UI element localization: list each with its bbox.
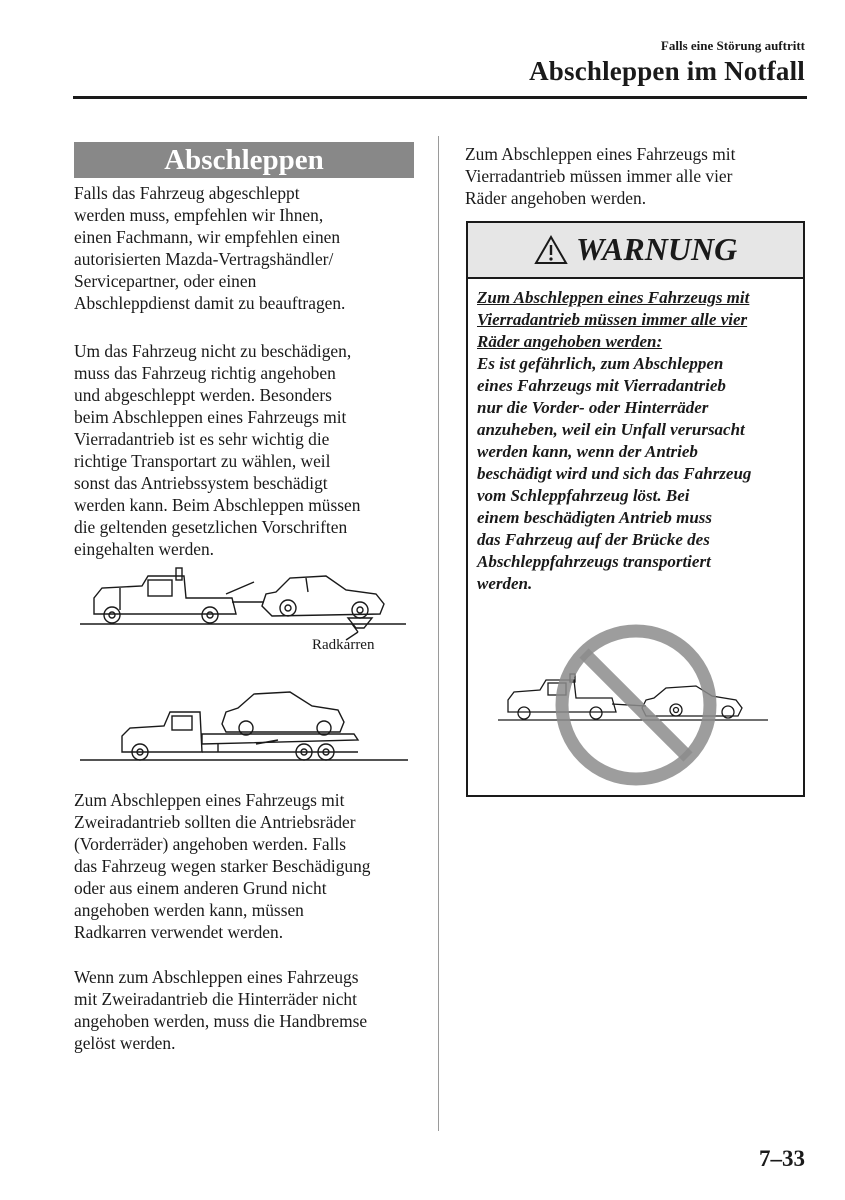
paragraph-intro: Falls das Fahrzeug abgeschleppt werden muss, empfehlen wir Ihnen, einen Fachmann, wir empfehlen einen autorisierten Mazda-Vertragshändler/ Servicepartner, oder einen Abschleppdienst damit zu beauftragen.	[74, 183, 346, 313]
page-header-title: Abschleppen im Notfall	[529, 56, 805, 86]
warning-title: WARNUNG	[576, 231, 738, 267]
prohibited-towing-illustration	[496, 620, 772, 790]
warning-text	[477, 287, 803, 595]
figure-caption-radkarren: Radkarren	[312, 637, 375, 653]
paragraph-handbrake: Wenn zum Abschleppen eines Fahrzeugs mit Zweiradantrieb die Hinterräder nicht angehoben werden, muss die Handbremse gelöst werden.	[74, 967, 368, 1053]
header-rule	[73, 96, 807, 99]
paragraph-lifting: Um das Fahrzeug nicht zu beschädigen, muss das Fahrzeug richtig angehoben und abgeschleppt werden. Besonders beim Abschleppen eines Fahrzeugs mit Vierradantrieb ist es sehr wichtig die richtige Transportart zu wählen, weil sonst das Antriebssystem beschädigt werden kann. Beim Abschleppen müssen die geltenden gesetzlichen Vorschriften eingehalten werden.	[74, 341, 361, 559]
flatbed-transport-illustration	[78, 682, 410, 774]
paragraph-two-wheel-drive: Zum Abschleppen eines Fahrzeugs mit Zweiradantrieb sollten die Antriebsräder (Vorderräder) angehoben werden. Falls das Fahrzeug wegen starker Beschädigung oder aus einem anderen Grund nicht angehoben werden kann, müssen Radkarren verwendet werden.	[74, 790, 371, 942]
warning-triangle-icon	[534, 235, 568, 265]
column-divider	[438, 136, 439, 1131]
section-heading: Abschleppen	[74, 142, 414, 178]
warning-body: Es ist gefährlich, zum Abschleppen eines Fahrzeugs mit Vierradantrieb nur die Vorder- oder Hinterräder anzuheben, weil ein Unfall verursacht werden kann, wenn der Antrieb beschädigt wird und sich das Fahrzeug vom Schleppfahrzeug löst. Bei einem beschädigten Antrieb muss das Fahrzeug auf der Brücke des Abschleppfahrzeugs transportiert werden.	[477, 354, 752, 593]
warning-lead: Zum Abschleppen eines Fahrzeugs mit Vierradantrieb müssen immer alle vier Räder angehoben werden:	[477, 288, 750, 351]
page-number: 7–33	[759, 1146, 805, 1171]
warning-header	[468, 223, 803, 279]
page-header-chapter: Falls eine Störung auftritt	[660, 38, 805, 53]
paragraph-four-wheel-drive: Zum Abschleppen eines Fahrzeugs mit Vierradantrieb müssen immer alle vier Räder angehoben werden.	[465, 144, 736, 208]
